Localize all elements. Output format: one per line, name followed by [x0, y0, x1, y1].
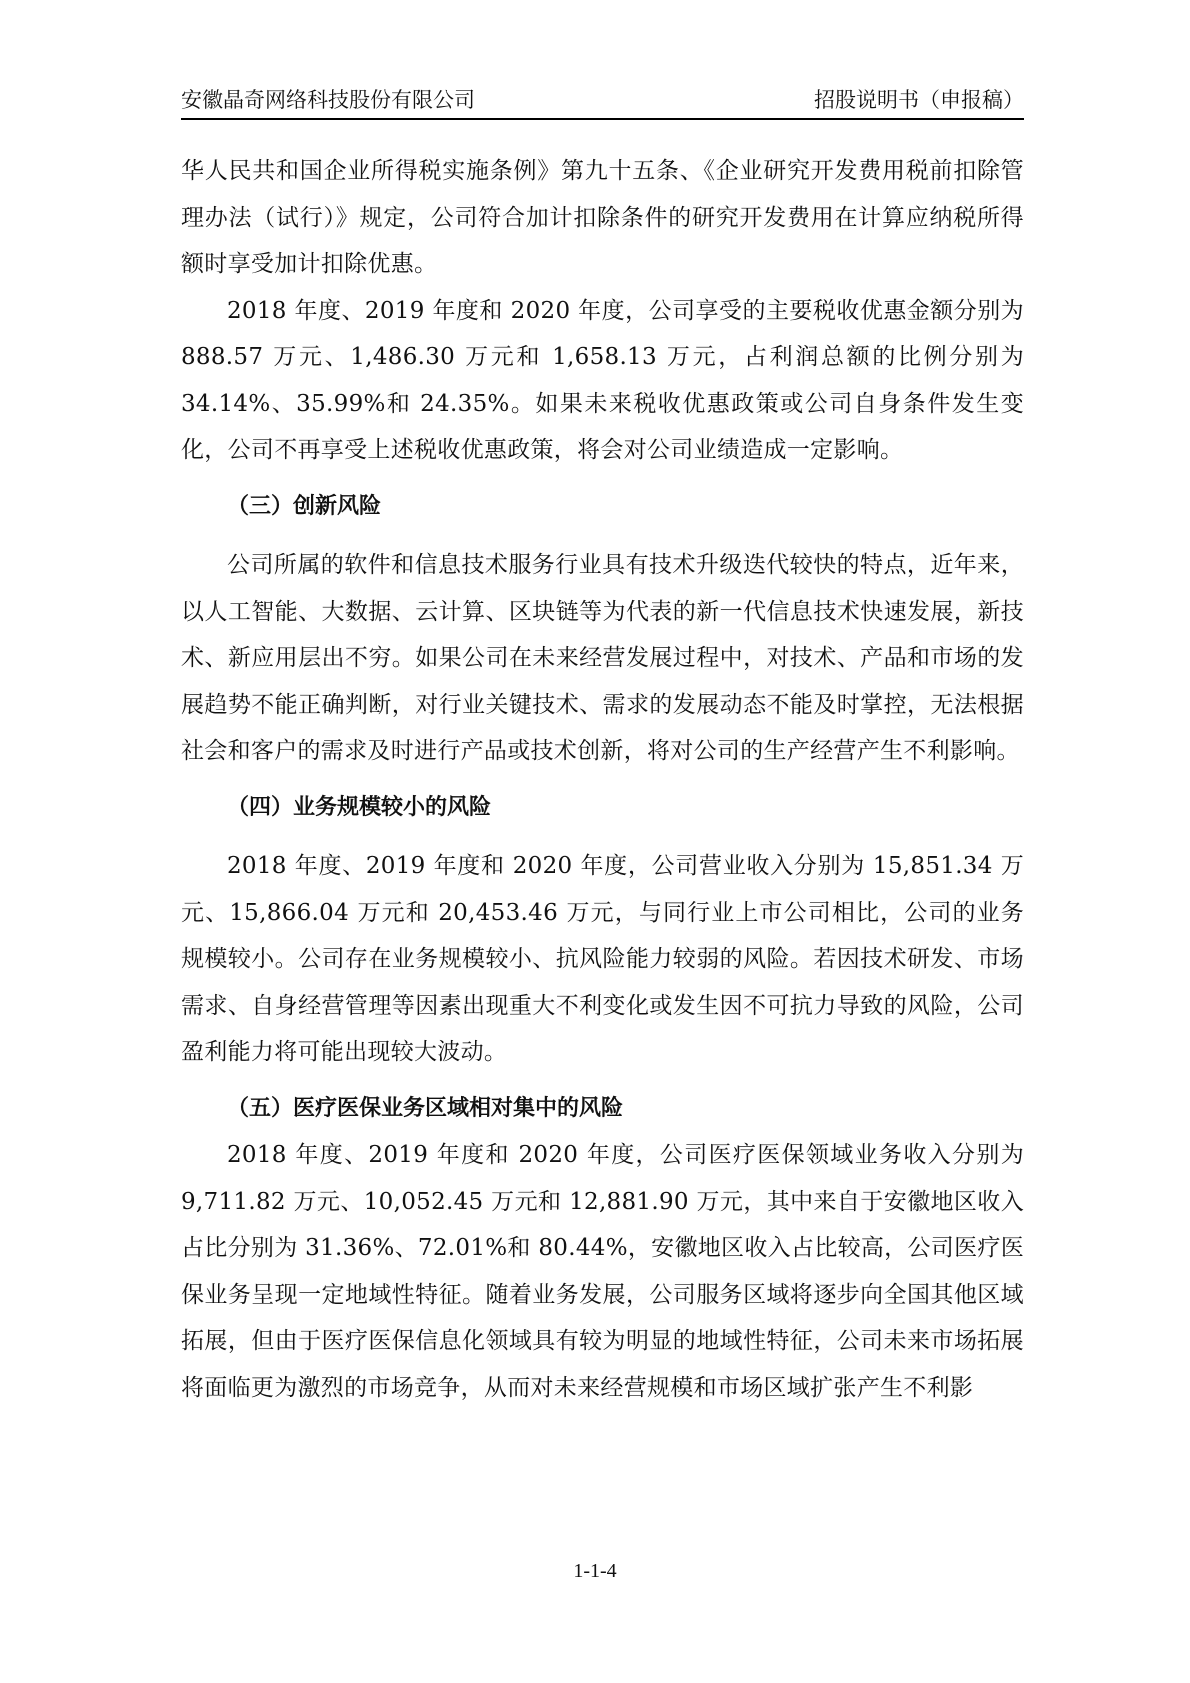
paragraph-regional-concentration-risk: 2018 年度、2019 年度和 2020 年度，公司医疗医保领域业务收入分别为 9,711.82 万元、10,052.45 万元和 12,881.90 万元，其中来自于安徽地区收入占比分别为 31.36%、72.01%和 80.44%，安徽地区收入占比较高，公司医疗医保业务呈现一定地域性特征。随着业务发展，公司服务区域将逐步向全国其他区域拓展，但由于医疗医保信息化领域具有较为明显的地域性特征，公司未来市场拓展将面临更为激烈的市场竞争，从而对未来经营规模和市场区域扩张产生不利影 [181, 1142, 1024, 1401]
page-header [181, 82, 1024, 120]
paragraph-tax-deduction-continued: 华人民共和国企业所得税实施条例》第九十五条、《企业研究开发费用税前扣除管理办法（试行）》规定，公司符合加计扣除条件的研究开发费用在计算应纳税所得额时享受加计扣除优惠。 [181, 158, 1024, 277]
section-heading-innovation-risk: （三）创新风险 [227, 493, 382, 519]
section-heading-regional-concentration-risk: （五）医疗医保业务区域相对集中的风险 [227, 1095, 624, 1121]
section-heading-business-scale-risk: （四）业务规模较小的风险 [227, 794, 492, 820]
paragraph-innovation-risk: 公司所属的软件和信息技术服务行业具有技术升级迭代较快的特点，近年来，以人工智能、大数据、云计算、区块链等为代表的新一代信息技术快速发展，新技术、新应用层出不穷。如果公司在未来经营发展过程中，对技术、产品和市场的发展趋势不能正确判断，对行业关键技术、需求的发展动态不能及时掌控，无法根据社会和客户的需求及时进行产品或技术创新，将对公司的生产经营产生不利影响。 [181, 552, 1024, 764]
paragraph-tax-incentive-amounts: 2018 年度、2019 年度和 2020 年度，公司享受的主要税收优惠金额分别为 888.57 万元、1,486.30 万元和 1,658.13 万元，占利润总额的比例分别为 34.14%、35.99%和 24.35%。如果未来税收优惠政策或公司自身条件发生变化，公司不再享受上述税收优惠政策，将会对公司业绩造成一定影响。 [181, 297, 1024, 463]
header-document-type: 招股说明书（申报稿） [814, 88, 1024, 112]
header-company-name: 安徽晶奇网络科技股份有限公司 [181, 88, 475, 112]
document-body [181, 148, 1024, 1411]
page-number: 1-1-4 [573, 1560, 617, 1582]
paragraph-business-scale-risk: 2018 年度、2019 年度和 2020 年度，公司营业收入分别为 15,851.34 万元、15,866.04 万元和 20,453.46 万元，与同行业上市公司相比，公司的业务规模较小。公司存在业务规模较小、抗风险能力较弱的风险。若因技术研发、市场需求、自身经营管理等因素出现重大不利变化或发生因不可抗力导致的风险，公司盈利能力将可能出现较大波动。 [181, 853, 1024, 1065]
